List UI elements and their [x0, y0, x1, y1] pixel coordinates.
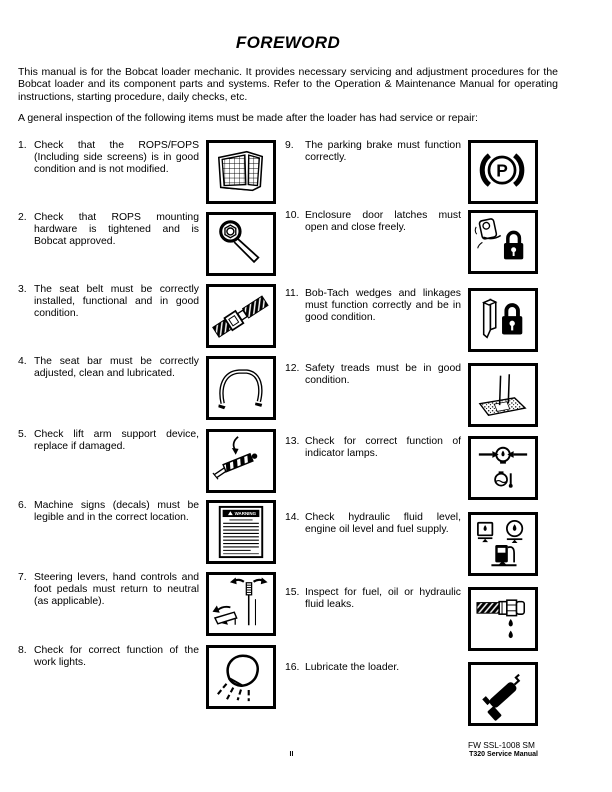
- inspection-lead-in: A general inspection of the following items must be made after the loader has had service or repair:: [18, 112, 478, 125]
- grease-gun-icon: [468, 662, 538, 726]
- control-levers-icon: [206, 572, 276, 636]
- seat-bar-icon: [206, 356, 276, 420]
- item-number: 5.: [18, 428, 27, 440]
- item-text: Check hydraulic fluid level, engine oil level and fuel supply.: [305, 511, 461, 535]
- footer-manual-title: T320 Service Manual: [469, 751, 538, 758]
- item-text: Check for correct function of the work lights.: [34, 644, 199, 668]
- fluid-levels-icon: [468, 512, 538, 576]
- item-text: The seat bar must be correctly adjusted, clean and lubricated.: [34, 355, 199, 379]
- item-text: Inspect for fuel, oil or hydraulic fluid leaks.: [305, 586, 461, 610]
- checklist-item-13: [285, 436, 538, 512]
- item-number: 9.: [285, 139, 294, 151]
- rops-cage-icon: [206, 140, 276, 204]
- item-text: Bob-Tach wedges and linkages must function correctly and be in good condition.: [305, 287, 461, 324]
- door-latch-lock-icon: [468, 210, 538, 274]
- item-number: 3.: [18, 283, 27, 295]
- checklist-item-8: [18, 645, 276, 717]
- item-text: Check that ROPS mounting hardware is tightened and is Bobcat approved.: [34, 211, 199, 248]
- footer-page-number: II: [289, 751, 294, 758]
- inspection-checklist: [18, 140, 538, 750]
- checklist-item-11: [285, 288, 538, 363]
- warning-decal-icon: [206, 500, 276, 564]
- work-lights-icon: [206, 645, 276, 709]
- lift-arm-support-icon: [206, 429, 276, 493]
- item-text: Check lift arm support device, replace if damaged.: [34, 428, 199, 452]
- item-text: Enclosure door latches must open and close freely.: [305, 209, 461, 233]
- intro-paragraph: This manual is for the Bobcat loader mechanic. It provides necessary servicing and adjustment procedures for the Bobcat loader and its component parts and systems. Refer to the Operation & Maintenance Manual for operating instructions, starting procedure, daily checks, etc.: [18, 66, 558, 103]
- item-text: The parking brake must function correctly.: [305, 139, 461, 163]
- item-text: The seat belt must be correctly installed, functional and in good condition.: [34, 283, 199, 320]
- indicator-lamps-icon: [468, 436, 538, 500]
- item-text: Safety treads must be in good condition.: [305, 362, 461, 386]
- bob-tach-wedge-lock-icon: [468, 288, 538, 352]
- checklist-item-6: [18, 500, 276, 572]
- checklist-item-16: [285, 662, 538, 734]
- warning-decal-label: WARNING: [234, 510, 257, 516]
- item-number: 4.: [18, 355, 27, 367]
- seat-belt-icon: [206, 284, 276, 348]
- item-number: 13.: [285, 435, 300, 447]
- checklist-item-4: [18, 356, 276, 429]
- checklist-item-3: [18, 284, 276, 356]
- page-title: FOREWORD: [235, 33, 341, 52]
- checklist-item-14: [285, 512, 538, 587]
- wrench-icon: [206, 212, 276, 276]
- safety-tread-icon: [468, 363, 538, 427]
- checklist-right-column: [285, 140, 538, 750]
- item-number: 14.: [285, 511, 300, 523]
- item-text: Machine signs (decals) must be legible and in the correct location.: [34, 499, 199, 523]
- checklist-item-10: [285, 210, 538, 288]
- item-number: 10.: [285, 209, 300, 221]
- item-number: 12.: [285, 362, 300, 374]
- item-number: 7.: [18, 571, 27, 583]
- item-text: Lubricate the loader.: [305, 661, 400, 673]
- item-number: 8.: [18, 644, 27, 656]
- checklist-item-12: [285, 363, 538, 436]
- item-text: Check for correct function of indicator lamps.: [305, 435, 461, 459]
- checklist-item-2: [18, 212, 276, 284]
- parking-brake-letter: P: [496, 159, 508, 180]
- checklist-item-5: [18, 429, 276, 500]
- item-text: Check that the ROPS/FOPS (Including side screens) is in good condition and is not modified.: [34, 139, 199, 176]
- fluid-leak-icon: [468, 587, 538, 651]
- checklist-item-9: [285, 140, 538, 210]
- item-number: 15.: [285, 586, 300, 598]
- checklist-item-7: [18, 572, 276, 645]
- item-number: 16.: [285, 661, 300, 673]
- item-number: 11.: [285, 287, 299, 299]
- item-number: 6.: [18, 499, 27, 511]
- item-number: 2.: [18, 211, 27, 223]
- manual-page: [18, 0, 558, 750]
- item-number: 1.: [18, 139, 27, 151]
- figure-code: FW SSL-1008 SM: [468, 739, 535, 750]
- checklist-item-15: [285, 587, 538, 662]
- checklist-item-1: [18, 140, 276, 212]
- parking-brake-icon: [468, 140, 538, 204]
- checklist-left-column: [18, 140, 276, 750]
- item-text: Steering levers, hand controls and foot pedals must return to neutral (as applicable).: [34, 571, 199, 608]
